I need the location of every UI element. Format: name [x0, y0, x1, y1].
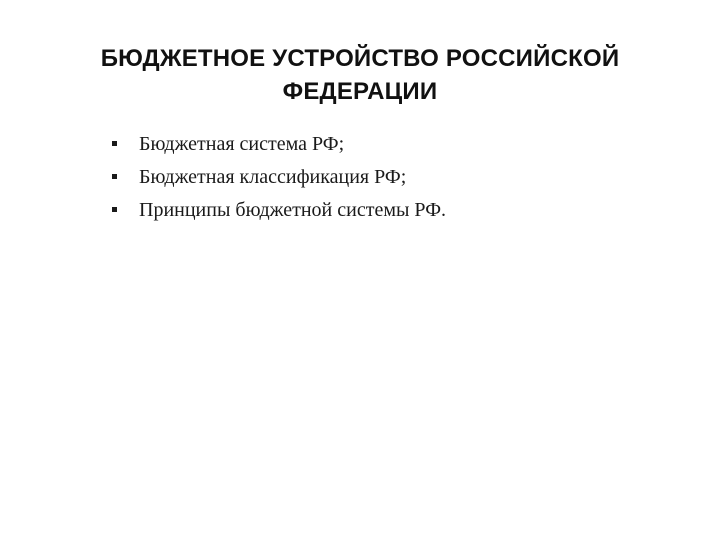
slide-title-line-1: БЮДЖЕТНОЕ УСТРОЙСТВО РОССИЙСКОЙ: [100, 45, 620, 72]
bullet-text: Бюджетная система РФ;: [139, 133, 345, 155]
slide-title-line-2: ФЕДЕРАЦИИ: [282, 78, 438, 105]
slide-title: [40, 42, 680, 108]
bullet-text: Бюджетная классификация РФ;: [139, 166, 407, 188]
square-bullet-icon: [112, 207, 117, 212]
square-bullet-icon: [112, 141, 117, 146]
bullet-text: Принципы бюджетной системы РФ.: [139, 199, 447, 221]
square-bullet-icon: [112, 174, 117, 179]
